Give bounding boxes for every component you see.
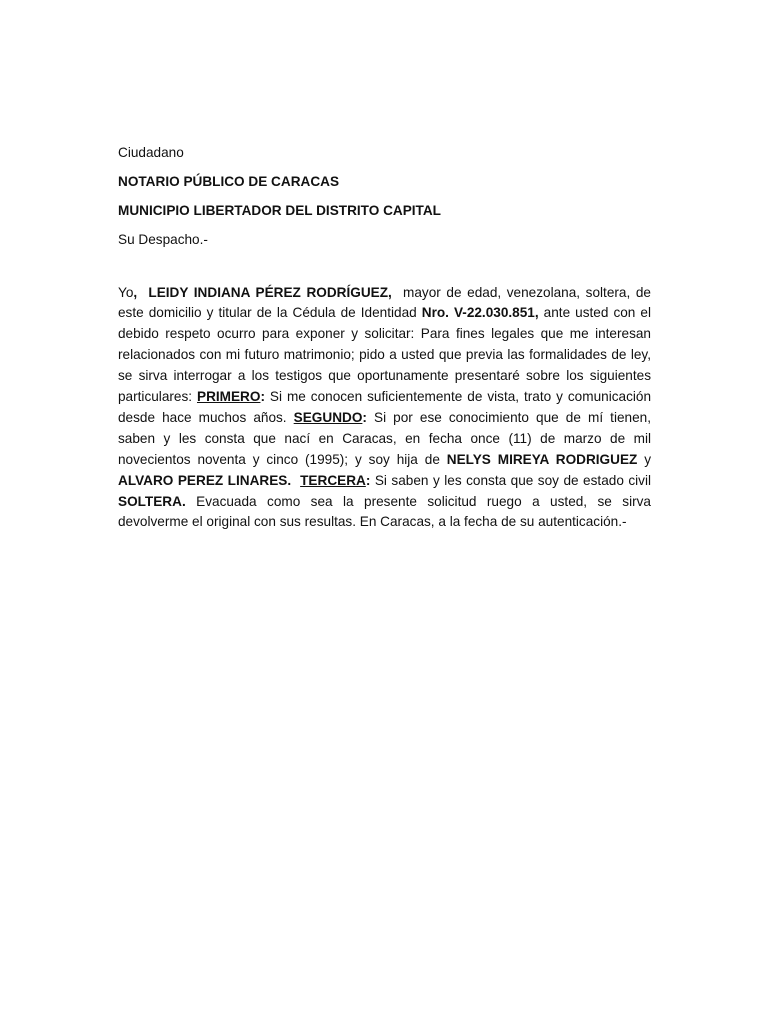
text-run: Si saben y les consta que soy de estado civil xyxy=(370,472,652,488)
applicant-name: LEIDY INDIANA PÉREZ RODRÍGUEZ xyxy=(148,284,389,300)
addressee: NOTARIO PÚBLICO DE CARACAS xyxy=(118,174,340,189)
request-paragraph xyxy=(118,283,651,534)
text-run: ante usted con el debido respeto ocurro para exponer y solicitar: Para fines legales que me interesan relacionados con mi futuro matrimonio; pido a usted que previa las formalidades de ley, se sirva interrogar a los testigos que oportunamente presentaré sobre los siguientes particulares: xyxy=(118,305,651,405)
text-run: Yo xyxy=(118,284,134,300)
first-point-label: PRIMERO xyxy=(197,389,261,405)
text-run: y xyxy=(637,451,651,467)
salutation: Ciudadano xyxy=(118,145,184,160)
mother-name: NELYS MIREYA RODRIGUEZ xyxy=(446,451,638,467)
text-run: Si me conocen suficientemente de vista, trato y comunicación desde hace muchos años. xyxy=(118,389,652,425)
text-run: mayor de edad, venezolana, soltera, de este domicilio y titular de la Cédula de Identidad xyxy=(118,284,651,321)
text-run: , xyxy=(388,284,392,300)
text-run: , xyxy=(133,284,138,300)
id-number: Nro. V-22.030.851, xyxy=(421,305,539,321)
office: Su Despacho.- xyxy=(118,232,208,247)
colon: : xyxy=(365,472,371,488)
second-point-label: SEGUNDO xyxy=(293,409,363,425)
jurisdiction: MUNICIPIO LIBERTADOR DEL DISTRITO CAPITAL xyxy=(118,203,441,218)
text-run: Si por ese conocimiento que de mí tienen, saben y les consta que nací en Caracas, en fecha once (11) de marzo de mil novecientos noventa y cinco (1995); y soy hija de xyxy=(118,409,651,467)
colon: : xyxy=(260,389,265,405)
document-page xyxy=(118,143,651,547)
third-point-label: TERCERA xyxy=(300,472,366,488)
civil-status: SOLTERA. xyxy=(118,493,186,509)
father-name: ALVARO PEREZ LINARES. xyxy=(118,472,292,488)
text-run xyxy=(291,473,296,488)
text-run: Evacuada como sea la presente solicitud ruego a usted, se sirva devolverme el original con sus resultas. En Caracas, a la fecha de su autenticación.- xyxy=(118,493,651,530)
colon: : xyxy=(362,409,367,425)
